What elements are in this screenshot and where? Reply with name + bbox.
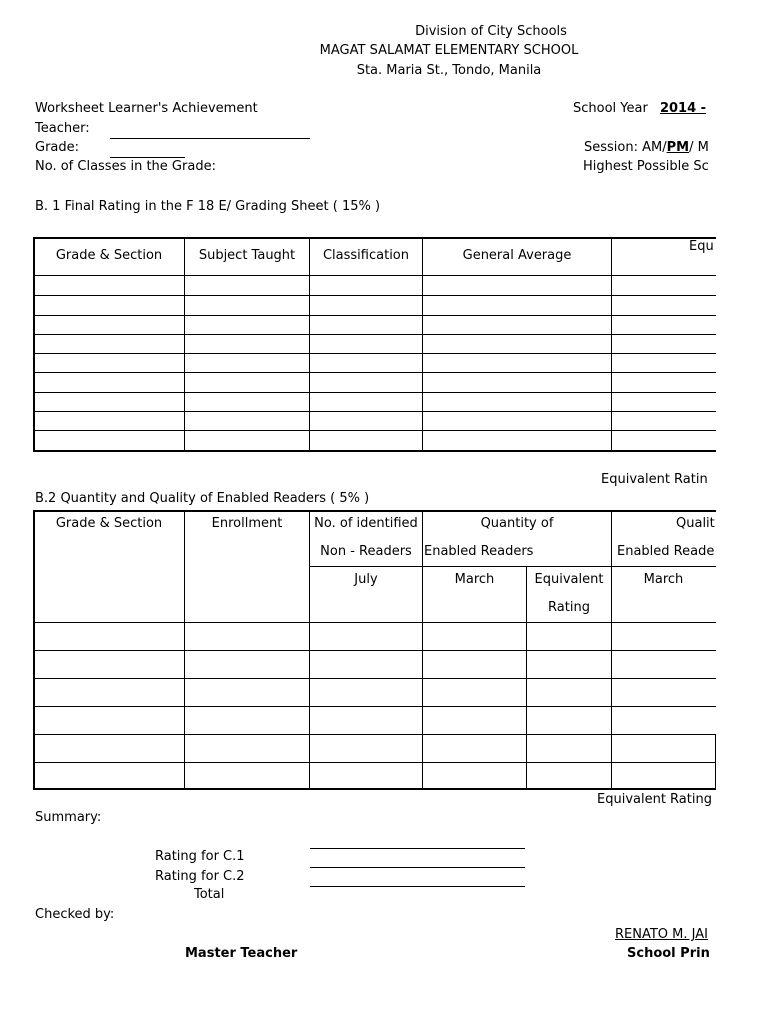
b1-header-equivalent: Equ [689,239,714,254]
school-principal-title: School Prin [627,946,710,961]
b2-header-quantity-2: Enabled Readers [424,544,534,559]
total-label: Total [194,887,225,902]
b2-header-march: March [454,572,495,587]
school-year-label: School Year [573,101,648,116]
b2-header-identified-2: Non - Readers [320,544,412,559]
division-heading: Division of City Schools [415,24,567,39]
b1-header-classification: Classification [322,248,410,263]
teacher-label: Teacher: [35,121,90,136]
b1-header-general-average: General Average [462,248,572,263]
grade-label: Grade: [35,140,80,155]
session [584,140,709,156]
worksheet-title: Worksheet Learner's Achievement [35,101,258,116]
school-name: MAGAT SALAMAT ELEMENTARY SCHOOL [319,43,579,58]
b1-equivalent-rating: Equivalent Ratin [601,472,708,487]
session-pm: PM [666,140,690,155]
teacher-line [110,138,310,139]
session-label: Session: AM/ [584,140,667,155]
school-address: Sta. Maria St., Tondo, Manila [356,63,542,78]
principal-name [615,927,708,943]
b2-header-equivalent-2: Rating [548,600,590,615]
b1-title: B. 1 Final Rating in the F 18 E/ Grading Sheet ( 15% ) [35,199,381,214]
b1-header-grade-section: Grade & Section [55,248,163,263]
rating-c1-label: Rating for C.1 [155,849,245,864]
principal-name-text: RENATO M. JAI [615,927,708,942]
rating-c2-line [310,867,525,868]
rating-c2-label: Rating for C.2 [155,869,245,884]
checked-by-label: Checked by: [35,907,115,922]
b2-header-march-quality: March [643,572,684,587]
b2-header-quantity-1: Quantity of [480,516,554,531]
b2-header-quality-2: Enabled Reade [617,544,715,559]
highest-possible-score: Highest Possible Sc [583,159,709,174]
b2-header-enrollment: Enrollment [211,516,283,531]
b2-equivalent-rating: Equivalent Rating [597,792,712,807]
b2-header-july: July [354,572,378,587]
summary-label: Summary: [35,810,102,825]
b2-header-equivalent-1: Equivalent [534,572,604,587]
b2-header-grade-section: Grade & Section [55,516,163,531]
master-teacher-title: Master Teacher [185,946,298,961]
b2-header-identified-1: No. of identified [314,516,418,531]
session-rest: / M [689,140,709,155]
rating-c1-line [310,848,525,849]
school-year-value: 2014 - [659,101,707,116]
classes-label: No. of Classes in the Grade: [35,159,216,174]
b1-header-subject: Subject Taught [198,248,296,263]
b2-title: B.2 Quantity and Quality of Enabled Readers ( 5% ) [35,491,370,506]
school-year [573,101,706,117]
grade-line [110,157,185,158]
total-line [310,886,525,887]
b2-header-quality-1: Qualit [676,516,715,531]
